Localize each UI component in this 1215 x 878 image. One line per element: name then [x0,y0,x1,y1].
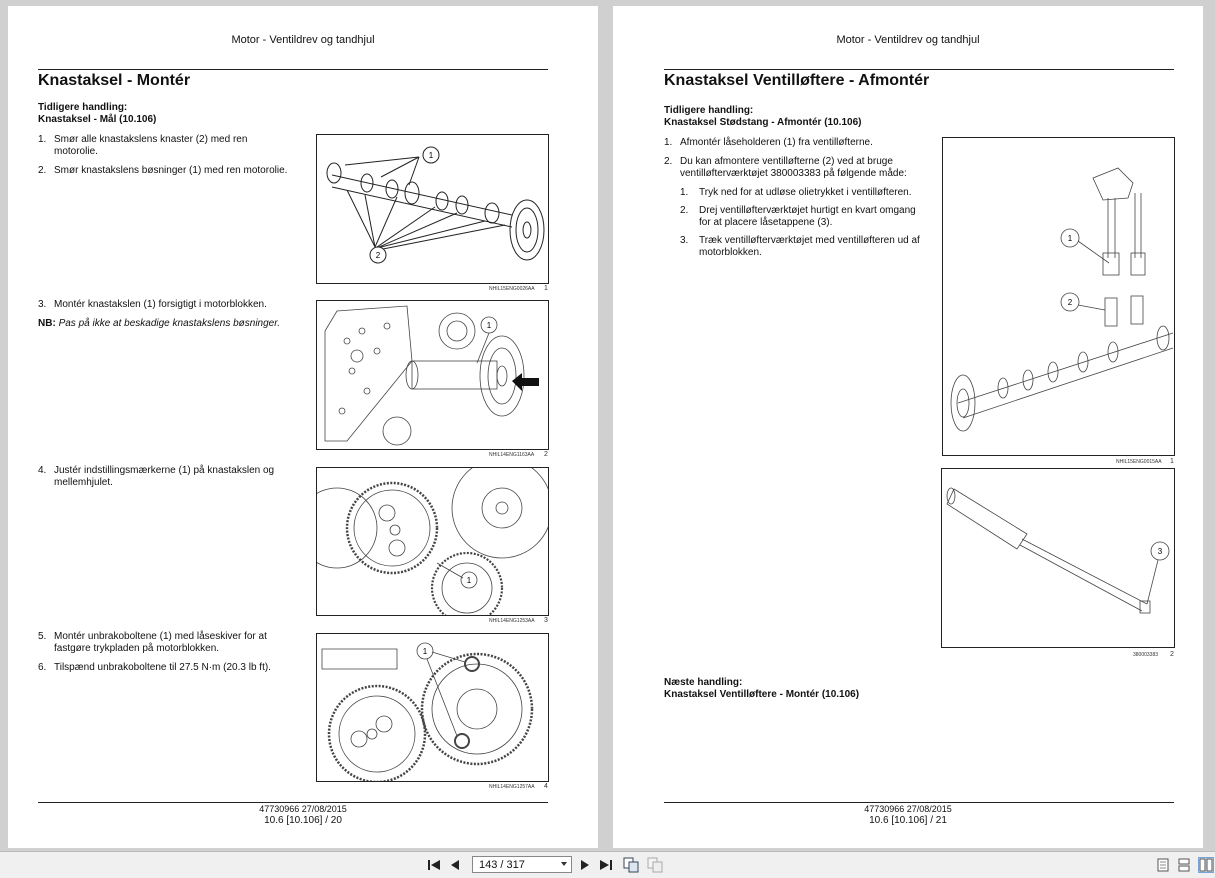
copy-disabled-button[interactable] [646,857,664,873]
step-2: 2. Smør knastakslens bøsninger (1) med ren motorolie. [38,165,288,176]
single-page-icon [1157,858,1169,872]
next-page-icon [580,859,590,871]
step-5-text: Montér unbrakoboltene (1) med låseskiver for at fastgøre trykpladen på motorblokken. [54,631,267,654]
document-page-left [8,6,598,848]
last-page-button[interactable] [598,857,614,873]
section-title: Knastaksel Ventilløftere - Afmontér [664,72,930,89]
figure-number: 4 [544,783,548,790]
figure-number: 2 [1170,651,1174,658]
page-header: Motor - Ventildrev og tandhjul [231,34,375,46]
callout-2: 2 [1067,298,1073,307]
substep-3: 3. Træk ventilløfterværktøjet med ventilløfteren ud af motorblokken. [680,235,920,258]
previous-operation-link[interactable]: Knastaksel - Mål (10.106) [38,114,157,125]
chevron-down-icon [561,862,567,866]
copy-button[interactable] [622,857,640,873]
single-page-view-button[interactable] [1156,857,1170,873]
figure-number: 3 [544,617,548,624]
step-1: 1. Afmontér låseholderen (1) fra ventilløfterne. [664,137,873,148]
footer-page-number: 10.6 [10.106] / 21 [869,815,947,826]
tappet-camshaft-illustration [943,138,1174,455]
continuous-page-icon [1178,858,1190,872]
figure-tappet-removal [942,137,1175,456]
figure-tappet-tool [941,468,1175,648]
callout-1: 1 [486,321,492,330]
note [38,318,303,330]
substep-3-text: Træk ventilløfterværktøjet med ventilløfteren ud af motorblokken. [699,235,920,258]
viewer-toolbar [0,851,1215,878]
figure-camshaft-install [316,300,549,450]
step-6: 6. Tilspænd unbrakoboltene til 27.5 N·m (20.3 lb ft). [38,662,271,673]
next-page-button[interactable] [578,857,592,873]
callout-1: 1 [422,647,428,656]
two-page-view-button[interactable] [1198,857,1214,873]
page-footer [8,804,598,826]
footer-doc-id: 47730966 27/08/2015 [259,804,347,814]
copy-disabled-icon [647,857,663,873]
callout-3: 3 [1157,547,1163,556]
step-list [664,137,920,265]
page-footer [613,804,1203,826]
continuous-view-button[interactable] [1177,857,1191,873]
prev-page-button[interactable] [448,857,462,873]
previous-operation-link[interactable]: Knastaksel Stødstang - Afmontér (10.106) [664,117,862,128]
substep-1: 1. Tryk ned for at udløse olietrykket i ventilløfteren. [680,187,912,198]
header-rule [38,69,548,70]
note-text: Pas på ikke at beskadige knastakslens bøsninger. [58,318,280,329]
step-1-text: Smør alle knastakslens knaster (2) med ren motorolie. [54,134,248,157]
callout-2: 2 [375,251,381,260]
step-1: 1. Smør alle knastakslens knaster (2) med ren motorolie. [38,134,293,158]
figure-number: 2 [544,451,548,458]
substep-1-text: Tryk ned for at udløse olietrykket i ventilløfteren. [699,187,912,198]
section-title: Knastaksel - Montér [38,72,191,89]
previous-operation-label: Tidligere handling: [38,102,128,113]
step-5: 5. Montér unbrakoboltene (1) med låseskiver for at fastgøre trykpladen på motorblokken. [38,631,296,655]
bolt-illustration [317,634,548,781]
figure-number: 1 [1170,458,1174,465]
figure-code: NHIL15ENG0026AA [489,286,535,292]
first-page-icon [427,859,441,871]
substep-2: 2. Drej ventilløfterværktøjet hurtigt en kvart omgang for at placere låsetappene (3). [664,205,920,229]
next-operation [664,677,859,701]
copy-icon [623,857,639,873]
step-4-text: Justér indstillingsmærkerne (1) på knastakslen og mellemhjulet. [54,465,275,488]
note-label: NB: [38,318,56,329]
figure-code: NHIL15ENG0015AA [1116,459,1162,465]
figure-bolts [316,633,549,782]
tappet-tool-illustration [942,469,1174,647]
header-rule [664,69,1174,70]
step-2-text: Du kan afmontere ventilløfterne (2) ved at bruge ventilløfterværktøjet 380003383 på følgende måde: [680,156,907,179]
callout-1: 1 [1067,234,1073,243]
previous-operation-label: Tidligere handling: [664,105,754,116]
substep-2-text: Drej ventilløfterværktøjet hurtigt en kvart omgang for at placere låsetappene (3). [699,205,916,228]
page-number-select[interactable] [472,856,572,873]
engine-block-illustration [317,301,548,449]
last-page-icon [599,859,613,871]
first-page-button[interactable] [426,857,442,873]
figure-camshaft-lubrication [316,134,549,284]
step-list-1 [38,134,293,184]
document-page-right [613,6,1203,848]
figure-code: NHIL14ENG1253AA [489,618,535,624]
footer-rule [664,802,1174,803]
step-4: 4. Justér indstillingsmærkerne (1) på knastakslen og mellemhjulet. [38,465,296,489]
next-operation-link[interactable]: Knastaksel Ventilløftere - Montér (10.106) [664,689,860,700]
previous-operation [38,102,156,126]
step-2: 2. Du kan afmontere ventilløfterne (2) ved at bruge ventilløfterværktøjet 380003383 på følgende måde: [664,156,920,180]
figure-code: NHIL14ENG1257AA [489,784,535,790]
callout-1: 1 [428,151,434,160]
callout-1: 1 [466,576,472,585]
footer-rule [38,802,548,803]
next-operation-label: Næste handling: [664,677,743,688]
step-list-3 [38,465,296,496]
figure-number: 1 [544,285,548,292]
page-indicator: 143 / 317 [479,858,525,871]
step-3: 3. Montér knastakslen (1) forsigtigt i motorblokken. [38,299,267,310]
prev-page-icon [450,859,460,871]
figure-timing-marks [316,467,549,616]
figure-code: 380003383 [1133,652,1159,658]
previous-operation [664,105,861,129]
gear-train-illustration [317,468,548,615]
step-1-text: Afmontér låseholderen (1) fra ventilløfterne. [680,137,873,148]
footer-doc-id: 47730966 27/08/2015 [864,804,952,814]
step-6-text: Tilspænd unbrakoboltene til 27.5 N·m (20.3 lb ft). [54,662,271,673]
step-2-text: Smør knastakslens bøsninger (1) med ren motorolie. [54,165,288,176]
step-list-4 [38,631,296,681]
camshaft-illustration [317,135,548,283]
step-list-2 [38,299,303,330]
page-header: Motor - Ventildrev og tandhjul [836,34,980,46]
footer-page-number: 10.6 [10.106] / 20 [264,815,342,826]
two-page-icon [1199,858,1213,872]
figure-code: NHIL14ENG1163AA [489,452,535,458]
step-3-text: Montér knastakslen (1) forsigtigt i motorblokken. [54,299,267,310]
